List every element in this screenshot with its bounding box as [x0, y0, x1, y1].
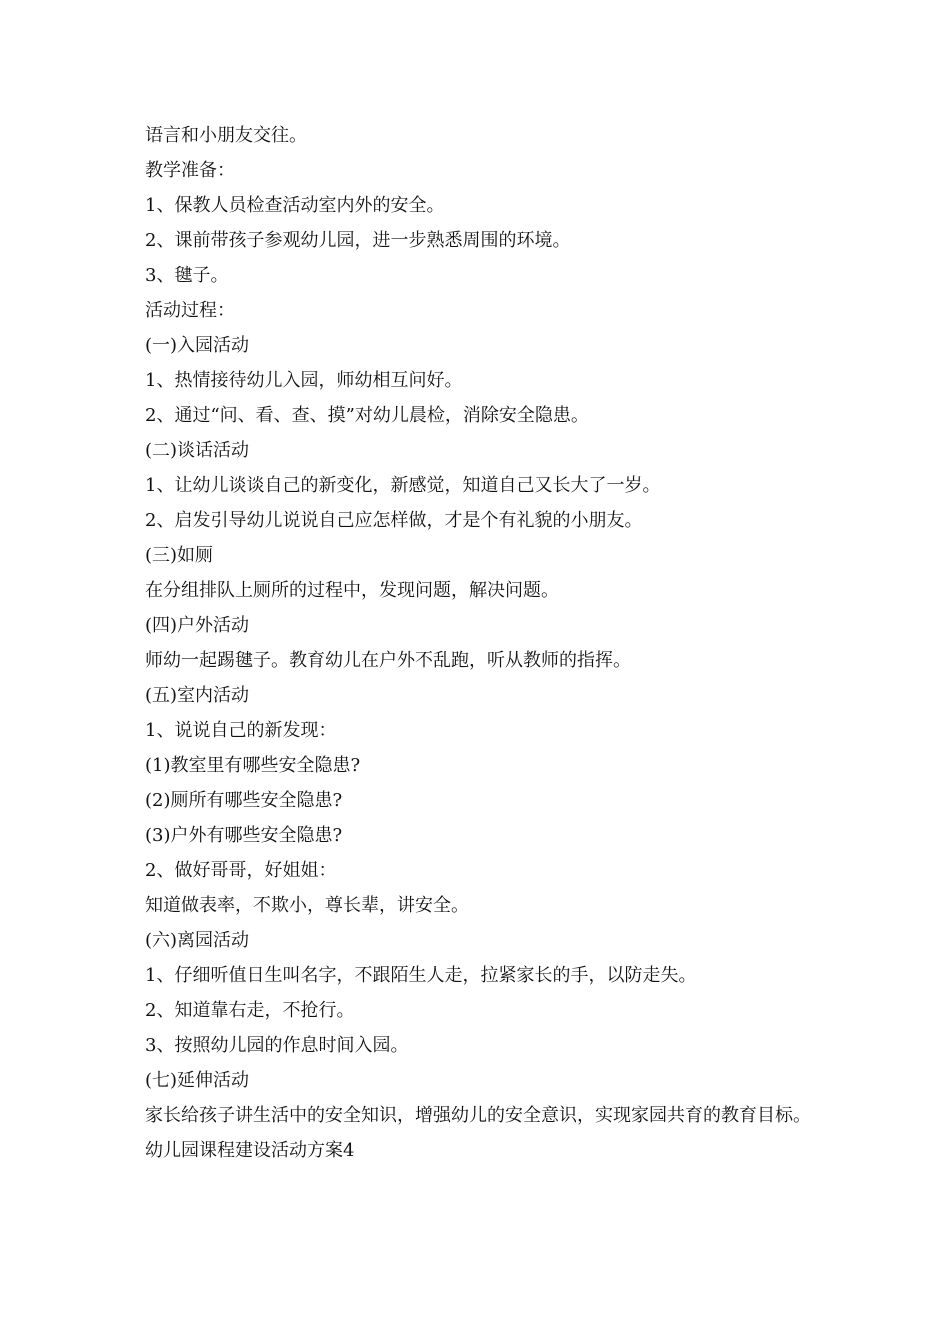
list-item: 1、仔细听值日生叫名字，不跟陌生人走，拉紧家长的手，以防走失。 [145, 965, 697, 986]
list-item: 1、保教人员检查活动室内外的安全。 [145, 195, 445, 216]
document-title: 幼儿园课程建设活动方案4 [145, 1140, 355, 1161]
paragraph: 知道做表率，不欺小，尊长辈，讲安全。 [145, 895, 469, 916]
list-item: 2、知道靠右走，不抢行。 [145, 1000, 355, 1021]
section-heading: 教学准备： [145, 160, 235, 181]
subsection-heading: (七)延伸活动 [145, 1070, 250, 1091]
list-item: (2)厕所有哪些安全隐患? [145, 790, 343, 811]
subsection-heading: (三)如厕 [145, 545, 214, 566]
list-item: 2、做好哥哥，好姐姐： [145, 860, 337, 881]
list-item: 1、热情接待幼儿入园，师幼相互问好。 [145, 370, 463, 391]
paragraph: 语言和小朋友交往。 [145, 125, 307, 146]
list-item: 2、启发引导幼儿说说自己应怎样做，才是个有礼貌的小朋友。 [145, 510, 643, 531]
subsection-heading: (四)户外活动 [145, 615, 250, 636]
subsection-heading: (六)离园活动 [145, 930, 250, 951]
document-body [145, 118, 815, 1168]
list-item: 3、按照幼儿园的作息时间入园。 [145, 1035, 409, 1056]
paragraph: 家长给孩子讲生活中的安全知识，增强幼儿的安全意识，实现家园共育的教育目标。 [145, 1105, 811, 1126]
list-item: 3、毽子。 [145, 265, 229, 286]
list-item: (1)教室里有哪些安全隐患? [145, 755, 361, 776]
subsection-heading: (五)室内活动 [145, 685, 250, 706]
list-item: 2、通过“问、看、查、摸”对幼儿晨检，消除安全隐患。 [145, 405, 589, 426]
subsection-heading: (二)谈话活动 [145, 440, 250, 461]
list-item: 1、说说自己的新发现： [145, 720, 337, 741]
list-item: (3)户外有哪些安全隐患? [145, 825, 343, 846]
paragraph: 在分组排队上厕所的过程中，发现问题，解决问题。 [145, 580, 559, 601]
paragraph: 师幼一起踢毽子。教育幼儿在户外不乱跑，听从教师的指挥。 [145, 650, 631, 671]
list-item: 2、课前带孩子参观幼儿园，进一步熟悉周围的环境。 [145, 230, 571, 251]
section-heading: 活动过程： [145, 300, 235, 321]
subsection-heading: (一)入园活动 [145, 335, 250, 356]
list-item: 1、让幼儿谈谈自己的新变化，新感觉，知道自己又长大了一岁。 [145, 475, 661, 496]
